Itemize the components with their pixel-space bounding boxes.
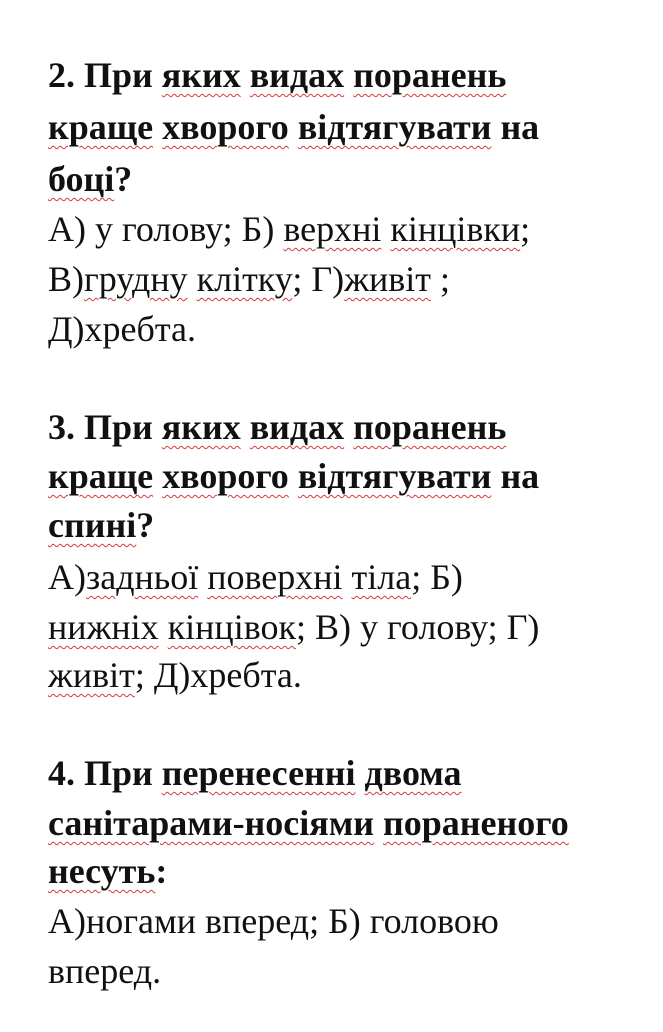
spell-flag: поранень bbox=[353, 407, 507, 447]
spell-flag: яких bbox=[161, 55, 241, 95]
spell-flag: хворого bbox=[162, 456, 289, 496]
answer-4-line-2: вперед. bbox=[48, 951, 162, 991]
spell-flag: живіт bbox=[48, 655, 135, 695]
spell-flag: тіла bbox=[351, 557, 412, 597]
answer-4-line-1: А)ногами вперед; Б) головою bbox=[48, 901, 499, 941]
spell-flag: хворого bbox=[162, 107, 289, 147]
spell-flag: живіт bbox=[344, 259, 431, 299]
answer-3-line-2: нижніх кінцівок; В) у голову; Г) bbox=[48, 607, 540, 647]
answer-2-line-3: Д)хребта. bbox=[48, 309, 196, 349]
spell-flag: видах bbox=[249, 407, 345, 447]
spell-flag: задньої bbox=[86, 557, 199, 597]
spell-flag: перенесенні bbox=[161, 753, 356, 793]
spell-flag: поранень bbox=[353, 55, 507, 95]
spell-flag: відтягувати bbox=[297, 107, 492, 147]
question-3-line-3: спині? bbox=[48, 505, 155, 545]
spell-flag: несуть bbox=[48, 851, 156, 891]
question-2-line-1: 2. При яких видах поранень bbox=[48, 55, 507, 95]
spell-flag: боці bbox=[48, 159, 115, 199]
spell-flag: клітку bbox=[196, 259, 293, 299]
question-2-line-3: боці? bbox=[48, 159, 133, 199]
question-4-line-1: 4. При перенесенні двома bbox=[48, 753, 462, 793]
spell-flag: краще bbox=[48, 456, 154, 496]
spell-flag: поверхні bbox=[207, 557, 343, 597]
spell-flag: грудну bbox=[84, 259, 188, 299]
answer-2-line-1: А) у голову; Б) верхні кінцівки; bbox=[48, 209, 531, 249]
question-2-line-2: краще хворого відтягувати на bbox=[48, 107, 540, 147]
spell-flag: верхні bbox=[283, 209, 382, 249]
answer-3-line-1: А)задньої поверхні тіла; Б) bbox=[48, 557, 463, 597]
spell-flag: двома bbox=[364, 753, 462, 793]
spell-flag: спині bbox=[48, 505, 137, 545]
spell-flag: видах bbox=[249, 55, 345, 95]
spell-flag: нижніх bbox=[48, 607, 159, 647]
spell-flag: кінцівки bbox=[390, 209, 521, 249]
question-3-line-2: краще хворого відтягувати на bbox=[48, 456, 540, 496]
question-4-line-3: несуть: bbox=[48, 851, 168, 891]
spell-flag: відтягувати bbox=[297, 456, 492, 496]
spell-flag: санітарами-носіями bbox=[48, 803, 375, 843]
spell-flag: пораненого bbox=[383, 803, 569, 843]
spell-flag: яких bbox=[161, 407, 241, 447]
spell-flag: кінцівок bbox=[167, 607, 296, 647]
spell-flag: краще bbox=[48, 107, 154, 147]
question-4-line-2 bbox=[48, 802, 569, 844]
answer-3-line-3: живіт; Д)хребта. bbox=[48, 655, 302, 695]
question-3-line-1: 3. При яких видах поранень bbox=[48, 407, 507, 447]
answer-2-line-2: В)грудну клітку; Г)живіт ; bbox=[48, 259, 451, 299]
